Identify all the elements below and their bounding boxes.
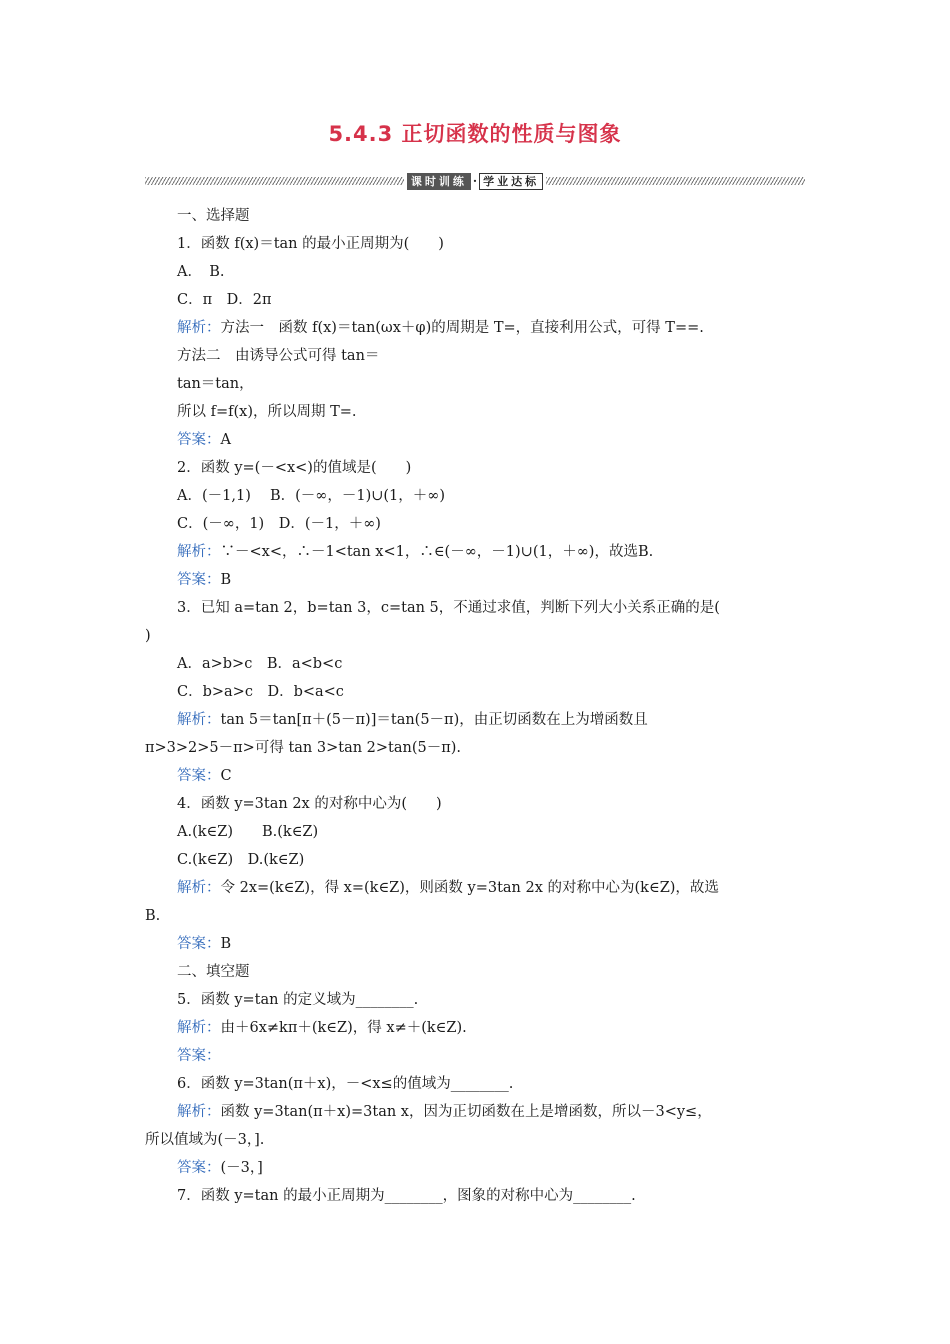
line-text: 2．函数 y=(－<x<)的值域是( ) — [177, 460, 412, 476]
line-text: B. — [145, 908, 161, 924]
line-text: 7．函数 y=tan 的最小正周期为________，图象的对称中心为________. — [177, 1188, 636, 1204]
banner-separator: · — [472, 174, 478, 188]
line-text: (－3，] — [220, 1160, 263, 1176]
text-line — [0, 1130, 950, 1150]
line-text: A — [220, 432, 231, 448]
text-line — [0, 1186, 950, 1206]
line-text: 一、选择题 — [177, 208, 250, 224]
text-line — [0, 1102, 950, 1122]
text-line — [0, 234, 950, 254]
line-text: ∵－<x<，∴－1<tan x<1，∴∈(－∞，－1)∪(1，＋∞)，故选B. — [220, 544, 654, 560]
line-text: π>3>2>5－π>可得 tan 3>tan 2>tan(5－π). — [145, 740, 462, 756]
text-line — [0, 626, 950, 646]
text-line — [0, 598, 950, 618]
line-text: A.(k∈Z) B.(k∈Z) — [177, 824, 319, 840]
line-label: 解析： — [177, 320, 221, 336]
line-text: C．(－∞，1) D．(－1，＋∞) — [177, 516, 381, 532]
line-text: 方法二 由诱导公式可得 tan＝ — [177, 348, 380, 364]
line-text: A．(－1,1) B．(－∞，－1)∪(1，＋∞) — [177, 488, 445, 504]
line-text: C．b>a>c D．b<a<c — [177, 684, 344, 700]
line-text: 所以值域为(－3，]. — [145, 1132, 265, 1148]
text-line — [0, 794, 950, 814]
text-line — [0, 486, 950, 506]
text-line — [0, 990, 950, 1010]
line-text: A． B. — [177, 264, 225, 280]
line-text: C．π D．2π — [177, 292, 272, 308]
line-label: 答案： — [177, 1160, 221, 1176]
text-line — [0, 654, 950, 674]
line-text: B — [220, 572, 232, 588]
line-text: C.(k∈Z) D.(k∈Z) — [177, 852, 305, 868]
line-text: tan 5＝tan[π＋(5－π)]＝tan(5－π)，由正切函数在上为增函数且 — [220, 712, 648, 728]
text-line — [0, 430, 950, 450]
banner-badge-left: 课时训练 — [407, 173, 471, 190]
line-text: 4．函数 y=3tan 2x 的对称中心为( ) — [177, 796, 442, 812]
banner-hatch-right — [546, 177, 805, 185]
text-line — [0, 1158, 950, 1178]
line-label: 答案： — [177, 432, 221, 448]
text-line — [0, 570, 950, 590]
text-line — [0, 878, 950, 898]
line-text: 函数 y=3tan(π＋x)=3tan x，因为正切函数在上是增函数，所以－3<y≤， — [220, 1104, 712, 1120]
line-text: 5．函数 y=tan 的定义域为________. — [177, 992, 419, 1008]
text-line — [0, 906, 950, 926]
section-banner — [145, 172, 805, 190]
text-line — [0, 934, 950, 954]
text-line — [0, 374, 950, 394]
line-label: 解析： — [177, 880, 221, 896]
page-title: 5.4.3 正切函数的性质与图象 — [328, 122, 622, 146]
line-text: 1．函数 f(x)＝tan 的最小正周期为( ) — [177, 236, 444, 252]
text-line — [0, 1046, 950, 1066]
text-line — [0, 542, 950, 562]
text-line — [0, 206, 950, 226]
line-text: C — [220, 768, 232, 784]
text-line — [0, 822, 950, 842]
line-label: 解析： — [177, 1104, 221, 1120]
text-line — [0, 1074, 950, 1094]
text-line — [0, 262, 950, 282]
line-text: 由＋6x≠kπ＋(k∈Z)，得 x≠＋(k∈Z). — [220, 1020, 467, 1036]
line-label: 答案： — [177, 1048, 221, 1064]
line-text: 所以 f=f(x)，所以周期 T=. — [177, 404, 357, 420]
line-text: ) — [145, 628, 151, 644]
line-label: 答案： — [177, 936, 221, 952]
line-text: 二、填空题 — [177, 964, 250, 980]
line-text: 方法一 函数 f(x)＝tan(ωx＋φ)的周期是 T=，直接利用公式，可得 T==. — [220, 320, 704, 336]
text-line — [0, 850, 950, 870]
line-text: tan＝tan， — [177, 376, 254, 392]
line-label: 答案： — [177, 572, 221, 588]
text-line — [0, 766, 950, 786]
text-line — [0, 682, 950, 702]
line-text: A．a>b>c B．a<b<c — [177, 656, 343, 672]
text-line — [0, 962, 950, 982]
text-line — [0, 402, 950, 422]
text-line — [0, 1018, 950, 1038]
banner-hatch-left — [145, 177, 404, 185]
text-line — [0, 290, 950, 310]
line-text: 令 2x=(k∈Z)，得 x=(k∈Z)，则函数 y=3tan 2x 的对称中心为(k∈Z)，故选 — [220, 880, 719, 896]
text-line — [0, 514, 950, 534]
text-line — [0, 318, 950, 338]
line-label: 解析： — [177, 712, 221, 728]
line-label: 解析： — [177, 1020, 221, 1036]
banner-badge-right: 学业达标 — [479, 173, 543, 190]
text-line — [0, 710, 950, 730]
text-line — [0, 346, 950, 366]
line-text: 3．已知 a=tan 2，b=tan 3，c=tan 5，不通过求值，判断下列大小关系正确的是( — [177, 600, 720, 616]
line-label: 答案： — [177, 768, 221, 784]
line-text: B — [220, 936, 232, 952]
text-line — [0, 738, 950, 758]
line-text: 6．函数 y=3tan(π＋x)，－<x≤的值域为________. — [177, 1076, 514, 1092]
line-label: 解析： — [177, 544, 221, 560]
text-line — [0, 458, 950, 478]
